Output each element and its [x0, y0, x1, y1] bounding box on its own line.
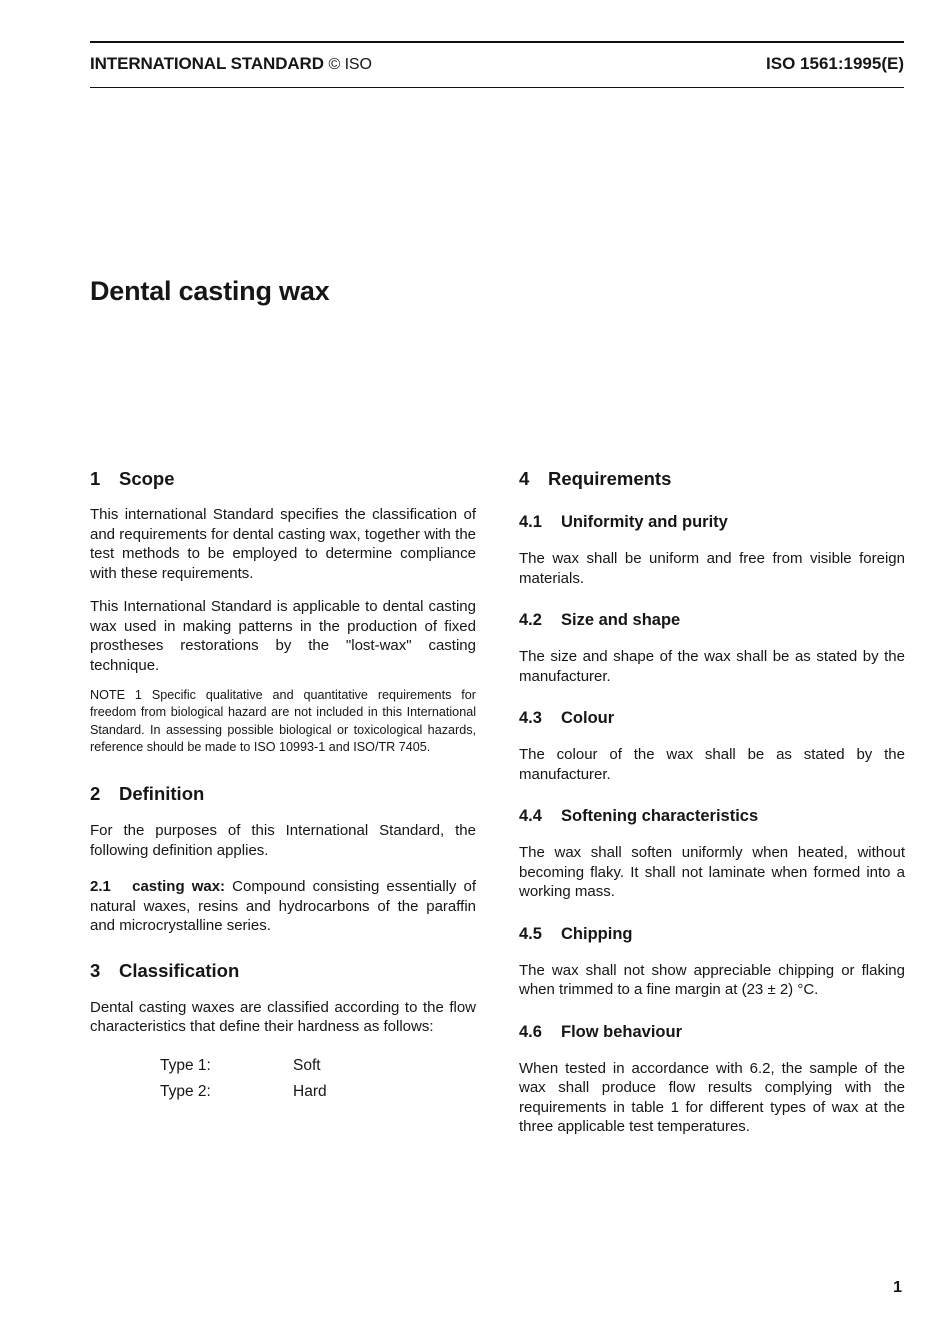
scope-paragraph-2: This International Standard is applicable to dental casting wax used in making patterns in the production of fixed prostheses restorations by the "lost-wax" casting technique.: [90, 598, 476, 674]
type-row: [160, 1079, 476, 1105]
section-number: 1: [90, 468, 101, 489]
subsection-text: The size and shape of the wax shall be as stated by the manufacturer.: [519, 648, 905, 685]
type-label: Type 1:: [160, 1056, 211, 1074]
definition-paragraph: For the purposes of this International Standard, the following definition applies.: [90, 822, 476, 859]
page-number: 1: [893, 1279, 902, 1296]
header-document-number: ISO 1561:1995(E): [766, 54, 904, 73]
subsection-number: 4.1: [519, 513, 542, 531]
definition-text: Compound consisting essentially of natural waxes, resins and hydrocarbons of the paraffin and microcrystalline series.: [90, 878, 477, 935]
subsection-title: Flow behaviour: [561, 1022, 683, 1041]
subsection-heading: [519, 923, 905, 945]
header-top-rule: [90, 41, 904, 43]
scope-paragraph-1: This international Standard specifies the classification of and requirements for dental casting wax, together with the test methods to be employed to determine compliance with these requirements.: [90, 506, 476, 582]
subsection-heading: [519, 609, 905, 631]
section-definition-heading: [90, 782, 476, 806]
header-bottom-rule: [90, 87, 904, 88]
header-standard-text: INTERNATIONAL STANDARD: [90, 54, 324, 73]
subsection-heading: [519, 511, 905, 533]
definition-number: 2.1: [90, 878, 111, 896]
section-scope-heading: [90, 467, 476, 491]
right-column: [519, 467, 905, 1137]
subsection-number: 4.3: [519, 709, 542, 727]
subsection-text: The wax shall not show appreciable chipping or flaking when trimmed to a fine margin at (23 ± 2) °C.: [519, 961, 905, 998]
subsection-number: 4.5: [519, 924, 542, 943]
page-title: Dental casting wax: [90, 276, 330, 306]
section-title: Classification: [119, 959, 240, 981]
left-column: [90, 467, 476, 1105]
classification-paragraph: Dental casting waxes are classified according to the flow characteristics that define their hardness as follows:: [90, 998, 476, 1036]
subsection-number: 4.4: [519, 807, 542, 825]
subsection-title: Softening characteristics: [561, 807, 759, 825]
definition-term: casting wax:: [132, 878, 226, 896]
subsection-heading: [519, 805, 905, 827]
section-title: Requirements: [548, 468, 672, 489]
type-value: Hard: [293, 1082, 327, 1100]
subsection-title: Size and shape: [561, 611, 681, 629]
definition-entry: [90, 877, 476, 936]
section-title: Definition: [119, 783, 205, 805]
subsection-text: The colour of the wax shall be as stated by the manufacturer.: [519, 746, 905, 783]
section-number: 4: [519, 468, 530, 489]
subsection-number: 4.2: [519, 611, 542, 629]
subsection-title: Colour: [561, 709, 615, 727]
section-number: 2: [90, 783, 101, 805]
classification-types: [160, 1053, 476, 1105]
type-value: Soft: [293, 1056, 321, 1074]
type-row: [160, 1053, 476, 1079]
section-title: Scope: [119, 468, 175, 489]
header-copyright: © ISO: [328, 56, 372, 73]
section-classification-heading: [90, 959, 476, 983]
subsection-title: Chipping: [561, 924, 633, 943]
section-requirements-heading: [519, 467, 905, 491]
subsection-number: 4.6: [519, 1022, 542, 1041]
section-number: 3: [90, 959, 101, 981]
subsection-text: The wax shall soften uniformly when heated, without becoming flaky. It shall not laminate when formed into a working mass.: [519, 844, 905, 900]
header-standard-label: [90, 54, 372, 74]
subsection-heading: [519, 1021, 905, 1043]
scope-note: NOTE 1 Specific qualitative and quantitative requirements for freedom from biological hazard are not included in this International Standard. In assessing possible biological or toxicological hazards, reference should be made to ISO 10993-1 and ISO/TR 7405.: [90, 688, 476, 754]
subsection-text: When tested in accordance with 6.2, the sample of the wax shall produce flow results complying with the requirements in table 1 for different types of wax at the three applicable test temperatures.: [519, 1059, 905, 1135]
subsection-text: The wax shall be uniform and free from visible foreign materials.: [519, 550, 905, 587]
subsection-title: Uniformity and purity: [561, 513, 728, 531]
subsection-heading: [519, 707, 905, 729]
type-label: Type 2:: [160, 1082, 211, 1100]
